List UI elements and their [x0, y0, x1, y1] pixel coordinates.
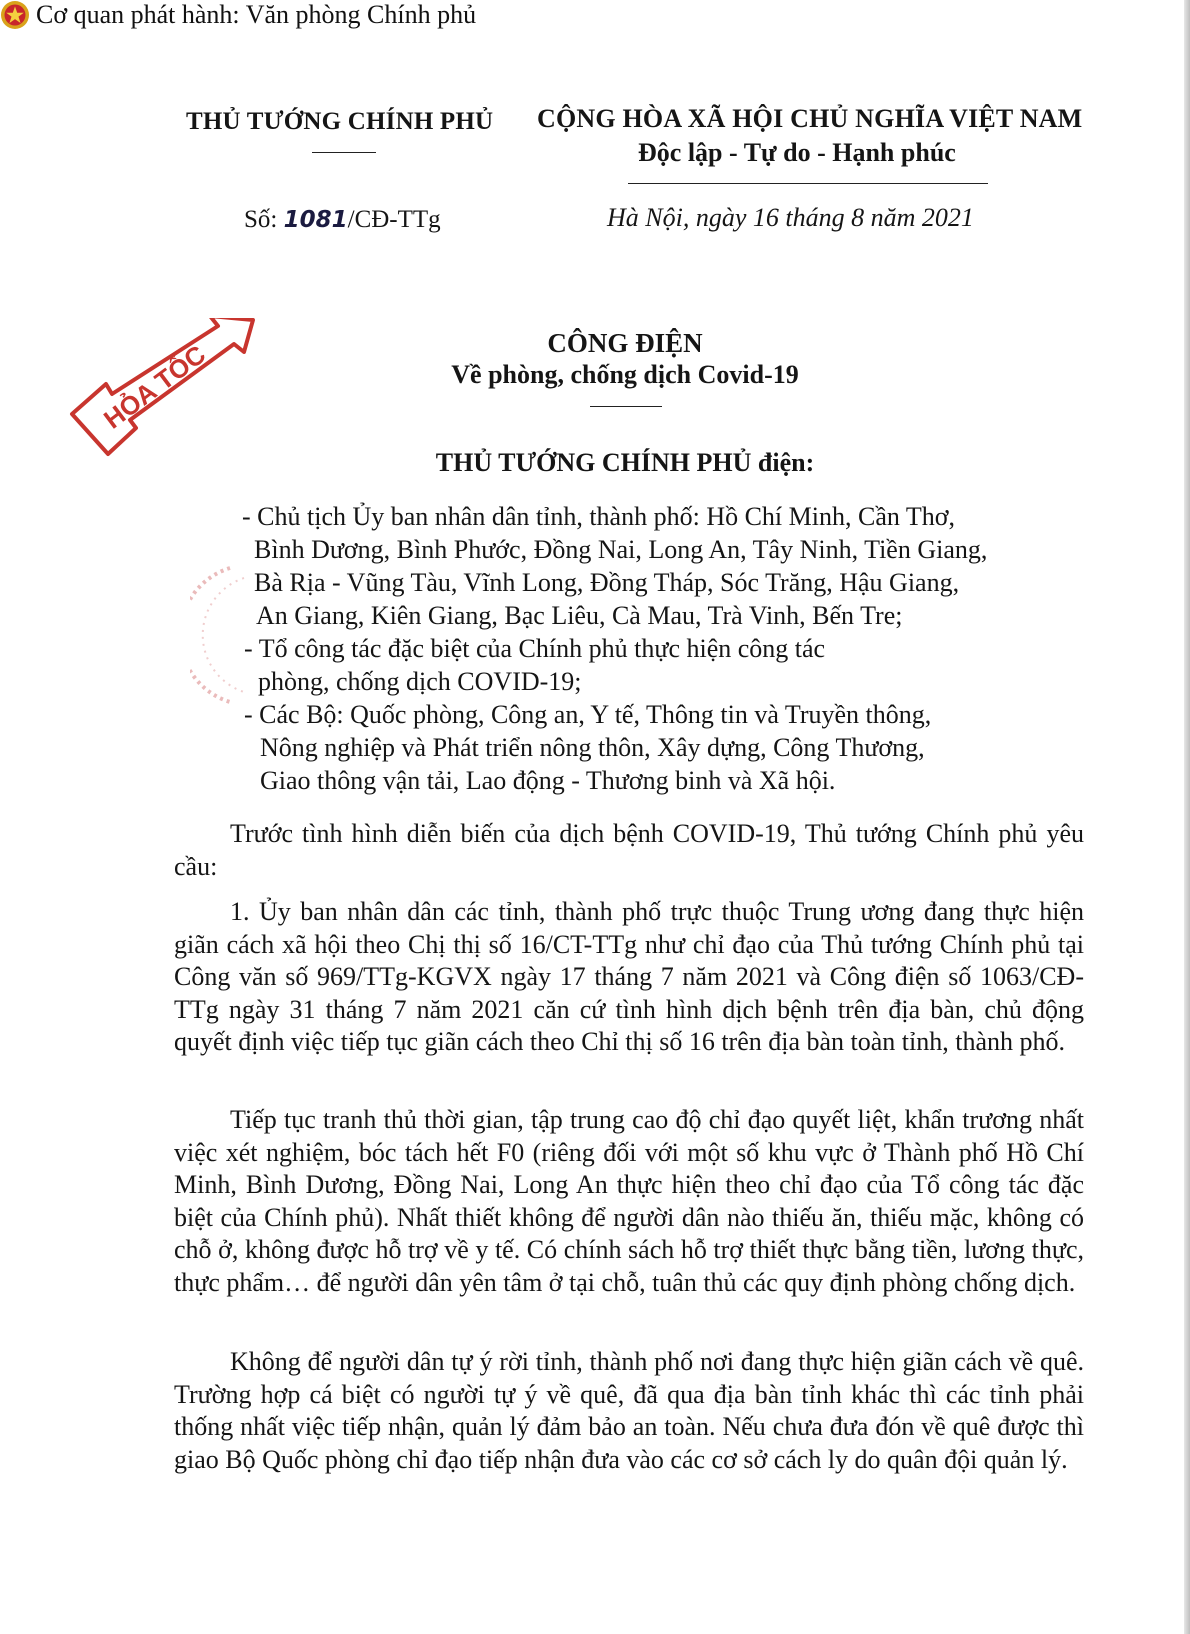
- sender-line: THỦ TƯỚNG CHÍNH PHỦ điện:: [435, 448, 815, 477]
- recipient-line: phòng, chống dịch COVID-19;: [258, 667, 582, 696]
- motto-underline: [628, 183, 988, 184]
- body-paragraph: 1. Ủy ban nhân dân các tỉnh, thành phố trực thuộc Trung ương đang thực hiện giãn cách xã hội theo Chị thị số 16/CT-TTg như chỉ đạo của Thủ tướng Chính phủ tại Công văn số 969/TTg-KGVX ngày 17 tháng 7 năm 2021 và Công điện số 1063/CĐ-TTg ngày 31 tháng 7 năm 2021 căn cứ tình hình dịch bệnh trên địa bàn, chủ động quyết định việc tiếp tục giãn cách theo Chỉ thị số 16 trên địa bàn toàn tỉnh, thành phố.: [174, 897, 1084, 1057]
- recipient-line: Giao thông vận tải, Lao động - Thương binh và Xã hội.: [260, 766, 836, 795]
- subject-title: Về phòng, chống dịch Covid-19: [451, 360, 799, 389]
- recipient-line: Bà Rịa - Vũng Tàu, Vĩnh Long, Đồng Tháp, Sóc Trăng, Hậu Giang,: [254, 568, 960, 597]
- recipient-line: Bình Dương, Bình Phước, Đồng Nai, Long An, Tây Ninh, Tiền Giang,: [254, 535, 988, 564]
- recipient-line: - Chủ tịch Ủy ban nhân dân tỉnh, thành phố: Hồ Chí Minh, Cần Thơ,: [242, 502, 956, 531]
- stamp-text: HỎA TỐC: [98, 339, 212, 435]
- handwritten-number: 1081: [283, 207, 348, 233]
- title-underline: [590, 406, 662, 407]
- body-paragraph: Trước tình hình diễn biến của dịch bệnh COVID-19, Thủ tướng Chính phủ yêu cầu:: [174, 819, 1084, 881]
- agency-name: THỦ TƯỚNG CHÍNH PHỦ: [186, 108, 494, 135]
- document-number: Số: 1081/CĐ-TTg: [244, 206, 441, 233]
- body-paragraph: Không để người dân tự ý rời tỉnh, thành phố nơi đang thực hiện giãn cách về quê. Trường hợp cá biệt có người tự ý về quê, đã qua địa bàn tỉnh khác thì các tỉnh phải thống nhất việc tiếp nhận, quản lý đảm bảo an toàn. Nếu chưa đưa đón về quê được thì giao Bộ Quốc phòng chỉ đạo tiếp nhận đưa vào các cơ sở cách ly do quân đội quản lý.: [174, 1347, 1084, 1474]
- doc-type-title: CÔNG ĐIỆN: [547, 328, 703, 358]
- agency-underline: [312, 152, 376, 153]
- issuer-label: Cơ quan phát hành: Văn phòng Chính phủ: [36, 0, 477, 29]
- recipient-line: - Tổ công tác đặc biệt của Chính phủ thực hiện công tác: [244, 634, 826, 663]
- country-name: CỘNG HÒA XÃ HỘI CHỦ NGHĨA VIỆT NAM: [537, 104, 1083, 133]
- issuer-bar: [0, 0, 476, 30]
- recipient-line: - Các Bộ: Quốc phòng, Công an, Y tế, Thông tin và Truyền thông,: [244, 700, 932, 729]
- issue-date: Hà Nội, ngày 16 tháng 8 năm 2021: [607, 203, 974, 232]
- emblem-icon: [0, 0, 30, 30]
- recipient-line: Nông nghiệp và Phát triển nông thôn, Xây dựng, Công Thương,: [260, 733, 925, 762]
- page-edge: [1184, 0, 1190, 1634]
- national-motto: Độc lập - Tự do - Hạnh phúc: [638, 138, 956, 167]
- recipient-line: An Giang, Kiên Giang, Bạc Liêu, Cà Mau, Trà Vinh, Bến Tre;: [256, 601, 903, 630]
- body-paragraph: Tiếp tục tranh thủ thời gian, tập trung cao độ chỉ đạo quyết liệt, khẩn trương nhất việc xét nghiệm, bóc tách hết F0 (riêng đối với một số khu vực ở Thành phố Hồ Chí Minh, Bình Dương, Đồng Nai, Long An thực hiện theo chỉ đạo của Tổ công tác đặc biệt của Chính phủ). Nhất thiết không để người dân nào thiếu ăn, thiếu mặc, không có chỗ ở, không được hỗ trợ về y tế. Có chính sách hỗ trợ thiết thực bằng tiền, lương thực, thực phẩm… để người dân yên tâm ở tại chỗ, tuân thủ các quy định phòng chống dịch.: [174, 1105, 1084, 1297]
